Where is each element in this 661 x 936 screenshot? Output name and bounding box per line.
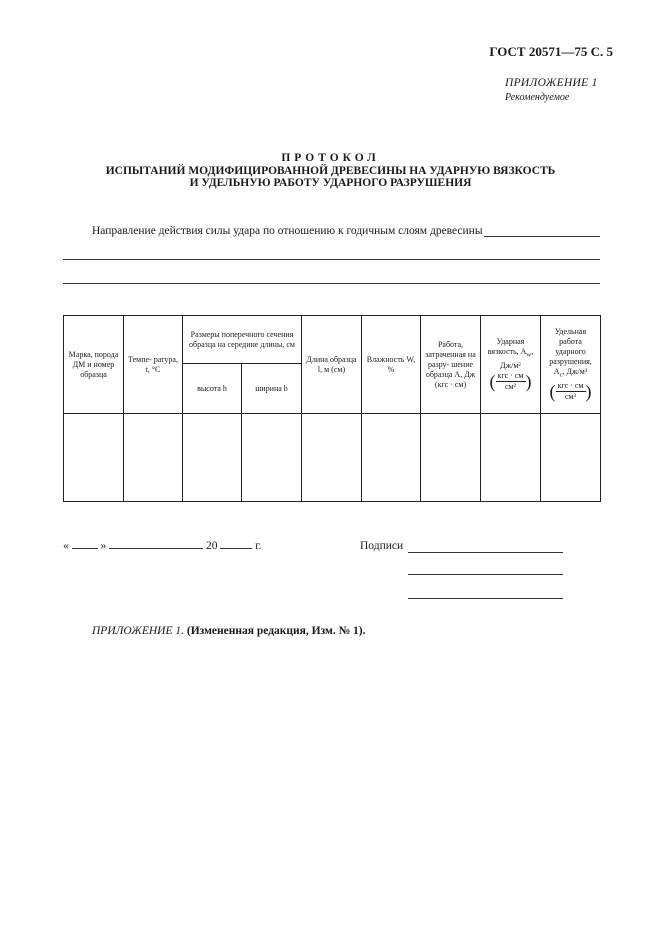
table-header-row-1 (64, 316, 601, 364)
direction-fill-line-3[interactable] (63, 283, 600, 284)
title-line-1: ИСПЫТАНИЙ МОДИФИЦИРОВАННОЙ ДРЕВЕСИНЫ НА УДАРНУЮ ВЯЗКОСТЬ (105, 164, 556, 177)
header-height: высота h (183, 364, 242, 414)
year-prefix: 20 (206, 540, 218, 552)
header-work (421, 316, 481, 414)
signature-line-1[interactable] (408, 552, 563, 553)
footer-note (92, 625, 366, 637)
cell-moisture[interactable] (362, 414, 421, 502)
cell-work[interactable] (421, 414, 481, 502)
cell-length[interactable] (302, 414, 362, 502)
cell-specific-work[interactable] (541, 414, 601, 502)
header-width: ширина b (242, 364, 302, 414)
quote-open: « (63, 540, 69, 552)
cell-mark[interactable] (64, 414, 124, 502)
specific-fraction (556, 381, 586, 402)
header-specific-work (541, 316, 601, 414)
paren-close: ) (585, 381, 592, 402)
footer-amendment: (Измененная редакция, Изм. № 1). (186, 625, 366, 637)
title-line-2: И УДЕЛЬНУЮ РАБОТУ УДАРНОГО РАЗРУШЕНИЯ (189, 177, 472, 189)
protocol-table (63, 315, 601, 502)
direction-fill-line[interactable] (484, 236, 600, 237)
year-field[interactable] (220, 548, 252, 549)
document-reference: ГОСТ 20571—75 С. 5 (489, 44, 613, 59)
header-work-text: Работа, затраченная на разру- шение образца A, Дж (425, 339, 476, 379)
month-field[interactable] (109, 548, 203, 549)
header-impact-text: Ударная вязкость, A (487, 337, 527, 357)
header-specific-unit: , Дж/м³ (562, 367, 588, 377)
header-work-unit: (кгс · см) (434, 379, 467, 389)
day-field[interactable] (72, 548, 98, 549)
appendix-status: Рекомендуемое (505, 92, 570, 103)
specific-denominator: см³ (564, 391, 576, 401)
header-mark: Марка, порода ДМ и номер образца (64, 316, 124, 414)
specific-numerator: кгс · см (557, 380, 584, 390)
header-impact-unit: , Дж/м² (500, 347, 534, 370)
date-line (63, 540, 262, 552)
header-specific-sub: c (559, 371, 563, 379)
cell-height[interactable] (183, 414, 242, 502)
paren-open: ( (549, 381, 556, 402)
header-specific-text: Удельная работа ударного разрушения, A (549, 327, 592, 377)
signature-line-2[interactable] (408, 574, 563, 575)
header-moisture: Влажность W, % (362, 316, 421, 414)
table-row (64, 414, 601, 502)
header-temperature: Темпе- ратура, t, °С (124, 316, 183, 414)
protocol-title (0, 152, 661, 190)
header-impact-sub: w (526, 351, 532, 359)
header-length: Длина образца l, м (см) (302, 316, 362, 414)
year-suffix: г. (255, 540, 262, 552)
footer-appendix: ПРИЛОЖЕНИЕ 1. (92, 625, 184, 637)
signature-line-3[interactable] (408, 598, 563, 599)
cell-impact-strength[interactable] (481, 414, 541, 502)
title-word: ПРОТОКОЛ (281, 152, 380, 164)
impact-denominator: см² (504, 381, 516, 391)
paren-open: ( (489, 371, 496, 392)
paren-close: ) (525, 371, 532, 392)
impact-direction-label: Направление действия силы удара по отношению к годичным слоям древесины (92, 225, 483, 237)
direction-fill-line-2[interactable] (63, 259, 600, 260)
cell-width[interactable] (242, 414, 302, 502)
cell-temperature[interactable] (124, 414, 183, 502)
impact-numerator: кгс · см (497, 370, 524, 380)
impact-fraction (496, 371, 526, 392)
quote-close: » (100, 540, 107, 552)
signatures-label: Подписи (360, 540, 404, 552)
header-section-size: Размеры поперечного сечения образца на середине длины, см (183, 316, 302, 364)
appendix-title: ПРИЛОЖЕНИЕ 1 (505, 77, 598, 89)
header-impact-strength (481, 316, 541, 414)
